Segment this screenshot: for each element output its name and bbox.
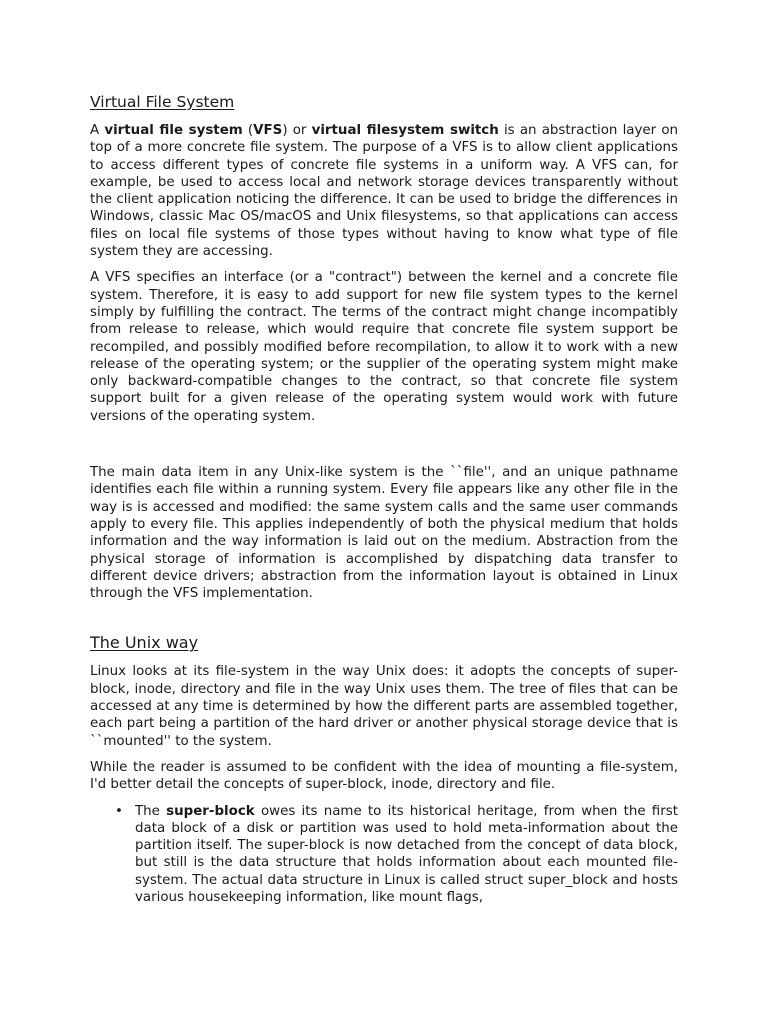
paragraph-linux-filesystem: Linux looks at its file-system in the way Unix does: it adopts the concepts of super-block, inode, directory and file in the way Unix uses them. The tree of files that can be accessed at any time is determined by how the different parts are assembled together, each part being a partition of the hard driver or another physical storage device that is ``mounted'' to the system.	[90, 664, 678, 749]
paragraph-vfs-contract: A VFS specifies an interface (or a "contract") between the kernel and a concrete file system. Therefore, it is easy to add support for new file system types to the kernel simply by fulfilling the contract. The terms of the contract might change incompatibly from release to release, which would require that concrete file system support be recompiled, and possibly modified before recompilation, to allow it to work with a new release of the operating system; or the supplier of the operating system might make only backward-compatible changes to the contract, so that concrete file system support built for a given release of the operating system would work with future versions of the operating system.	[90, 270, 678, 424]
bold-term-super-block: super-block	[166, 803, 255, 819]
bold-term-vfs: VFS	[253, 123, 283, 138]
text-run: is an abstraction layer on top of a more concrete file system. The purpose of a VFS is to allow client applications to access different types of concrete file systems in a uniform way. A VFS can, for example, be used to access local and network storage devices transparently without the client application noticing the difference. It can be used to bridge the differences in Windows, classic Mac OS/macOS and Unix filesystems, so that applications can access files on local file systems of those types without having to know what type of file system they are accessing.	[90, 123, 679, 260]
spacer	[90, 434, 678, 464]
document-page	[90, 92, 678, 906]
paragraph-mounting: While the reader is assumed to be confident with the idea of mounting a file-system, I'd better detail the concepts of super-block, inode, directory and file.	[90, 759, 678, 793]
text-run: ) or	[282, 123, 312, 138]
text-run: owes its name to its historical heritage, from when the first data block of a disk or partition was used to hold meta-information about the partition itself. The super-block is now detached from the concept of data block, but still is the data structure that holds information about each mounted file-system. The actual data structure in Linux is called struct super_block and hosts various housekeeping information, like mount flags,	[135, 803, 678, 905]
section-title-unix-way: The Unix way	[90, 633, 199, 653]
bold-term-virtual-file-system: virtual file system	[104, 123, 243, 138]
section-title-virtual-file-system: Virtual File System	[90, 93, 235, 111]
concepts-list	[90, 803, 678, 907]
text-run: (	[242, 123, 254, 138]
text-run: The	[135, 803, 167, 819]
bold-term-virtual-filesystem-switch: virtual filesystem switch	[311, 123, 499, 138]
bullet-icon: •	[115, 803, 123, 819]
paragraph-unix-file: The main data item in any Unix-like system is the ``file'', and an unique pathname identifies each file within a running system. Every file appears like any other file in the way is is accessed and modified: the same system calls and the same user commands apply to every file. This applies independently of both the physical medium that holds information and the way information is laid out on the medium. Abstraction from the physical storage of information is accomplished by dispatching data transfer to different device drivers; abstraction from the information layout is obtained in Linux through the VFS implementation.	[90, 465, 678, 602]
paragraph-vfs-intro	[90, 122, 678, 260]
list-item-super-block	[115, 803, 678, 907]
text-run: A	[90, 123, 105, 138]
spacer	[90, 611, 678, 633]
